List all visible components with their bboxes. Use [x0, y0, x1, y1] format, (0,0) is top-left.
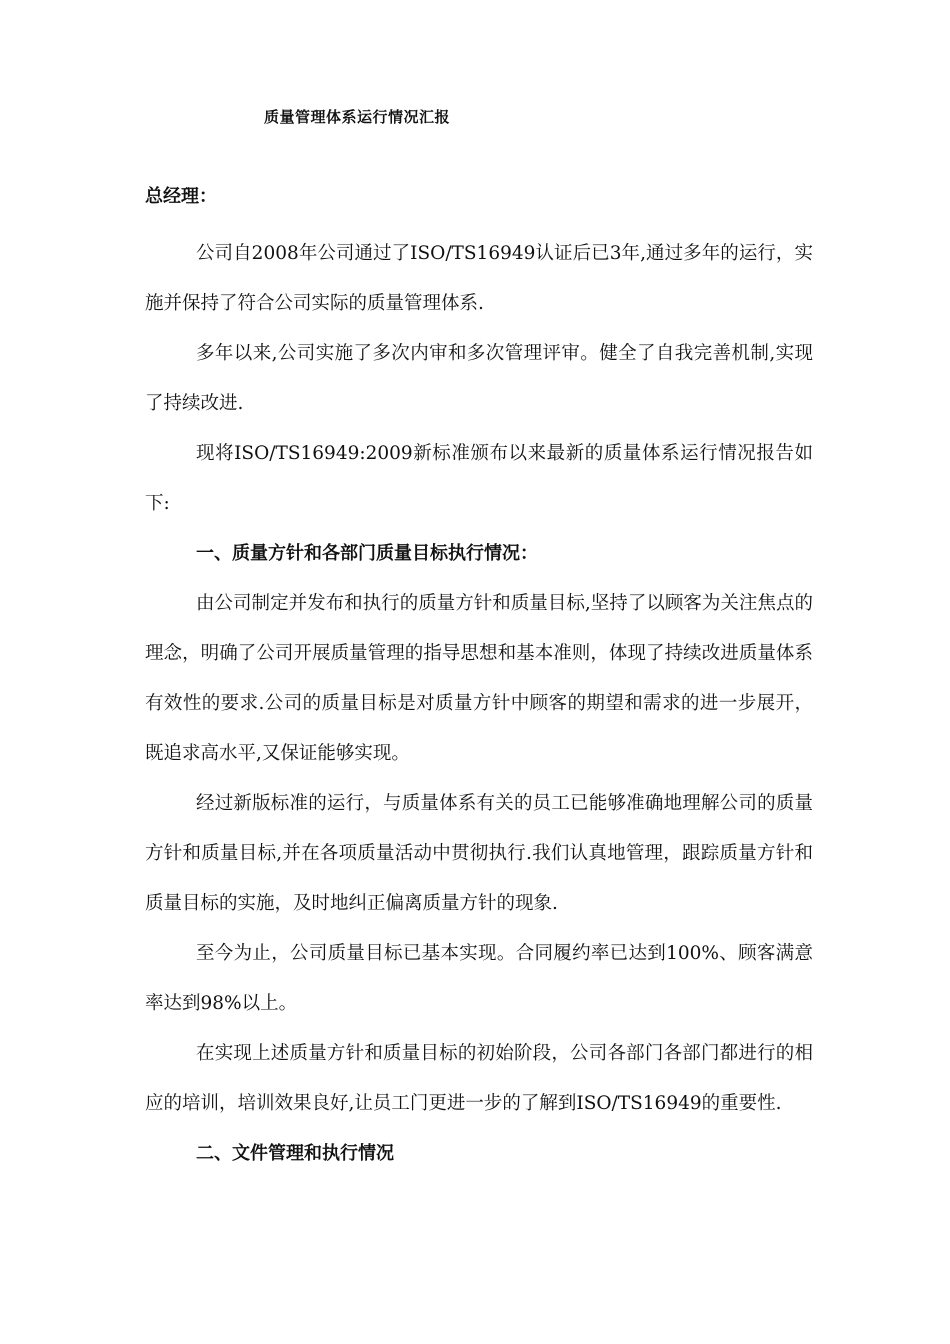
paragraph: 在实现上述质量方针和质量目标的初始阶段，公司各部门各部门都进行的相应的培训，培训效果良好,让员工门更进一步的了解到ISO/TS16949的重要性. [145, 1043, 813, 1114]
paragraph: 至今为止，公司质量目标已基本实现。合同履约率已达到100%、顾客满意率达到98%以上。 [145, 943, 813, 1014]
paragraph: 由公司制定并发布和执行的质量方针和质量目标,坚持了以顾客为关注焦点的理念，明确了公司开展质量管理的指导思想和基本准则，体现了持续改进质量体系有效性的要求.公司的质量目标是对质量方针中顾客的期望和需求的进一步展开，既追求高水平,又保证能够实现。 [145, 593, 813, 764]
document-body [145, 229, 813, 1179]
document-title: 质量管理体系运行情况汇报 [264, 108, 451, 126]
paragraph: 经过新版标准的运行，与质量体系有关的员工已能够准确地理解公司的质量方针和质量目标,并在各项质量活动中贯彻执行.我们认真地管理，跟踪质量方针和质量目标的实施，及时地纠正偏离质量方针的现象. [145, 793, 813, 914]
section-heading-2: 二、文件管理和执行情况 [196, 1143, 394, 1164]
salutation: 总经理： [145, 186, 217, 207]
paragraph: 现将ISO/TS16949:2009新标准颁布以来最新的质量体系运行情况报告如下: [145, 443, 813, 514]
paragraph: 多年以来,公司实施了多次内审和多次管理评审。健全了自我完善机制,实现了持续改进. [145, 343, 813, 414]
paragraph: 公司自2008年公司通过了ISO/TS16949认证后已3年,通过多年的运行，实施并保持了符合公司实际的质量管理体系. [145, 243, 813, 314]
section-heading-1: 一、质量方针和各部门质量目标执行情况： [196, 543, 538, 564]
